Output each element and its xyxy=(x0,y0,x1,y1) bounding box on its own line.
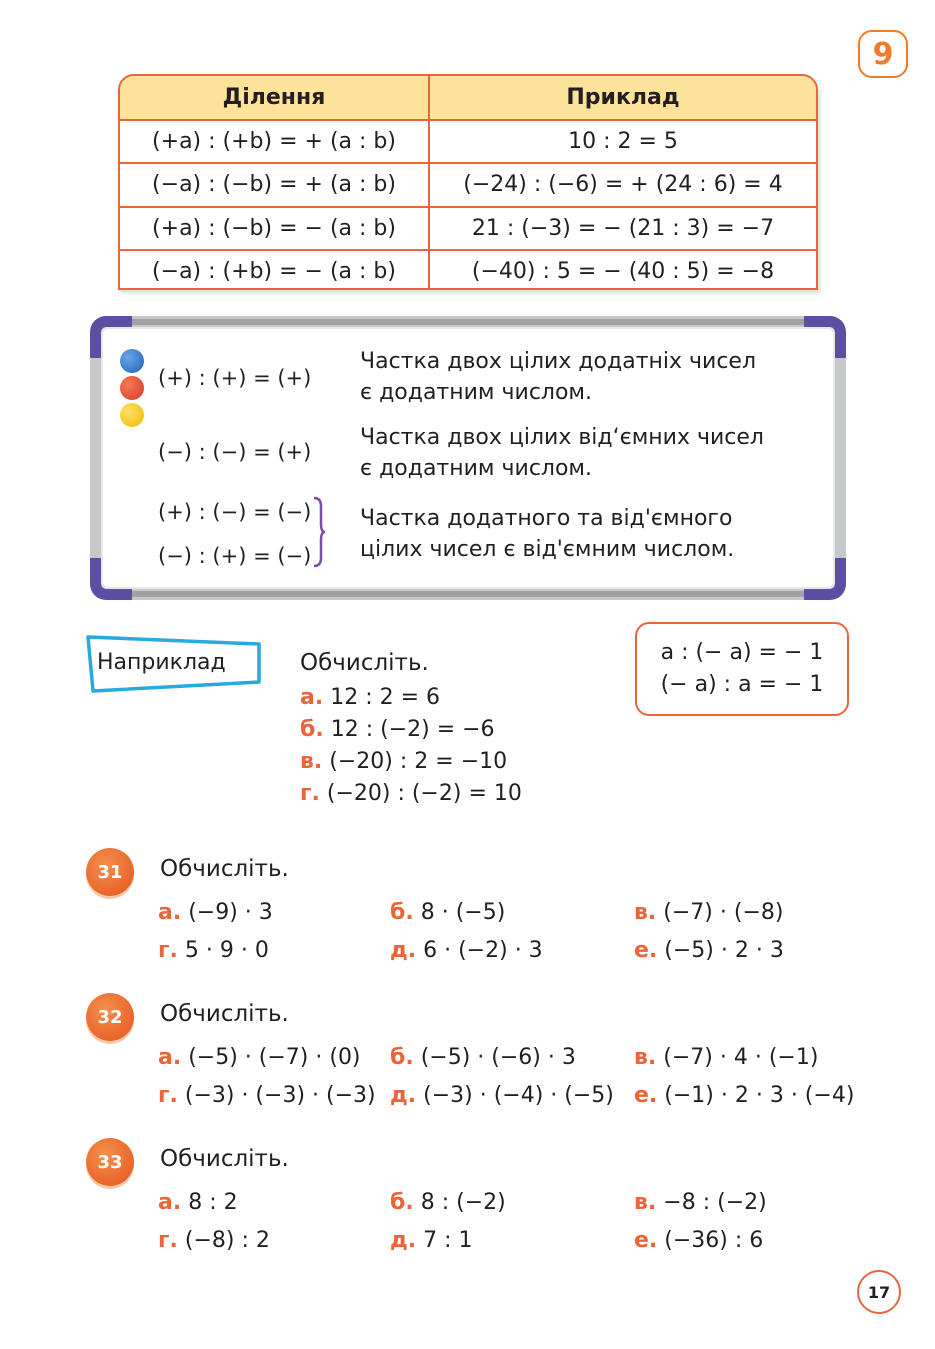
table-row xyxy=(120,162,816,205)
table-row xyxy=(120,119,816,162)
table-cell: 21 : (−3) = − (21 : 3) = −7 xyxy=(471,215,775,241)
example-line xyxy=(300,778,522,810)
exercise-task xyxy=(634,1190,767,1215)
sign-rule-formula: (−) : (+) = (−) xyxy=(158,544,312,568)
table-row xyxy=(120,206,816,249)
division-rules-table xyxy=(118,74,818,290)
item-expression: −8 : (−2) xyxy=(663,1190,767,1215)
sign-rule-text xyxy=(360,346,810,408)
item-label: д. xyxy=(390,1083,417,1108)
red-magnet-icon xyxy=(120,376,144,400)
item-expression: (−5) · (−6) · 3 xyxy=(420,1045,576,1070)
item-expression: (−8) : 2 xyxy=(184,1228,270,1253)
item-label: в. xyxy=(300,749,323,774)
exercise-task xyxy=(634,938,784,963)
table-cell: (−24) : (−6) = + (24 : 6) = 4 xyxy=(463,172,783,198)
example-title: Обчисліть. xyxy=(300,650,429,676)
table-cell: (+a) : (−b) = − (a : b) xyxy=(120,208,430,249)
exercise-number-badge: 32 xyxy=(86,993,134,1041)
item-label: б. xyxy=(300,717,324,742)
exercise-task xyxy=(158,1190,238,1215)
exercise-task xyxy=(158,900,273,925)
table-cell: 10 : 2 = 5 xyxy=(568,129,678,155)
item-label: в. xyxy=(634,1045,657,1070)
sign-rule-formula: (−) : (−) = (+) xyxy=(158,440,312,464)
item-expression: 7 : 1 xyxy=(423,1228,473,1253)
exercise-title: Обчисліть. xyxy=(160,1146,289,1172)
sign-rule-text-line: Частка двох цілих додатніх чисел xyxy=(360,349,757,374)
example-tag xyxy=(85,634,263,694)
item-expression: (−20) : (−2) = 10 xyxy=(326,781,522,806)
curly-brace-icon xyxy=(312,496,326,568)
item-label: а. xyxy=(158,1045,182,1070)
exercise-task xyxy=(390,1190,506,1215)
item-label: д. xyxy=(390,938,417,963)
exercise-number-badge: 31 xyxy=(86,848,134,896)
page-number: 17 xyxy=(857,1270,901,1314)
identity-line: (− a) : a = − 1 xyxy=(660,672,824,697)
item-label: а. xyxy=(158,900,182,925)
item-label: б. xyxy=(390,1045,414,1070)
exercise-task xyxy=(634,1045,818,1070)
exercise-task xyxy=(390,1228,473,1253)
exercise-task xyxy=(158,938,269,963)
exercise-task xyxy=(634,900,783,925)
exercise-task xyxy=(390,1083,614,1108)
blue-magnet-icon xyxy=(120,349,144,373)
identity-box xyxy=(635,622,849,716)
item-label: е. xyxy=(634,938,658,963)
exercise-task xyxy=(158,1228,270,1253)
item-expression: 6 · (−2) · 3 xyxy=(423,938,543,963)
item-expression: (−7) · (−8) xyxy=(663,900,784,925)
item-expression: 8 : 2 xyxy=(188,1190,238,1215)
exercise-task xyxy=(390,938,543,963)
item-label: г. xyxy=(300,781,320,806)
item-label: г. xyxy=(158,1083,178,1108)
sign-rule-text-line: є додатним числом. xyxy=(360,456,593,481)
exercise-task xyxy=(390,1045,576,1070)
sign-rule-text xyxy=(360,422,810,484)
item-expression: (−20) : 2 = −10 xyxy=(329,749,508,774)
item-label: а. xyxy=(158,1190,182,1215)
exercise-task xyxy=(634,1083,854,1108)
item-expression: (−3) · (−4) · (−5) xyxy=(423,1083,614,1108)
exercise-task xyxy=(634,1228,763,1253)
item-expression: 12 : 2 = 6 xyxy=(330,685,441,710)
exercise-number-badge: 33 xyxy=(86,1138,134,1186)
example-block xyxy=(300,650,522,810)
exercise-title: Обчисліть. xyxy=(160,856,289,882)
whiteboard-corner xyxy=(804,558,846,600)
table-cell: (−40) : 5 = − (40 : 5) = −8 xyxy=(471,258,775,284)
sign-rule-text-line: Частка додатного та від'ємного xyxy=(360,506,733,531)
item-label: в. xyxy=(634,1190,657,1215)
example-line xyxy=(300,746,522,778)
table-cell: (+a) : (+b) = + (a : b) xyxy=(120,121,430,162)
item-label: д. xyxy=(390,1228,417,1253)
item-expression: 5 · 9 · 0 xyxy=(184,938,269,963)
item-expression: 8 · (−5) xyxy=(420,900,506,925)
sign-rule-text-line: Частка двох цілих від‘ємних чисел xyxy=(360,425,764,450)
table-cell: (−a) : (−b) = + (a : b) xyxy=(120,164,430,205)
table-cell: (−a) : (+b) = − (a : b) xyxy=(120,251,430,290)
sign-rule-formula: (+) : (−) = (−) xyxy=(158,500,312,524)
item-expression: (−1) · 2 · 3 · (−4) xyxy=(664,1083,855,1108)
identity-line: a : (− a) = − 1 xyxy=(660,640,824,665)
item-label: б. xyxy=(390,1190,414,1215)
sign-rule-formula: (+) : (+) = (+) xyxy=(158,366,312,390)
sign-rule-text-line: цілих чисел є від'ємним числом. xyxy=(360,537,735,562)
item-expression: (−7) · 4 · (−1) xyxy=(663,1045,819,1070)
yellow-magnet-icon xyxy=(120,403,144,427)
item-expression: (−5) · 2 · 3 xyxy=(664,938,784,963)
sign-rule-text-line: є додатним числом. xyxy=(360,380,593,405)
sign-rule-text xyxy=(360,503,810,565)
item-label: е. xyxy=(634,1228,658,1253)
example-line xyxy=(300,682,522,714)
table-header-row xyxy=(120,76,816,119)
exercise-title: Обчисліть. xyxy=(160,1001,289,1027)
item-label: а. xyxy=(300,685,324,710)
table-header-cell: Приклад xyxy=(566,85,680,111)
item-expression: (−3) · (−3) · (−3) xyxy=(184,1083,376,1108)
item-label: в. xyxy=(634,900,657,925)
item-expression: (−5) · (−7) · (0) xyxy=(188,1045,361,1070)
item-label: б. xyxy=(390,900,414,925)
table-row xyxy=(120,249,816,290)
exercise-task xyxy=(158,1083,376,1108)
whiteboard-corner xyxy=(804,316,846,358)
exercise-task xyxy=(390,900,505,925)
item-label: г. xyxy=(158,938,178,963)
whiteboard-bottom-rail xyxy=(130,591,806,597)
whiteboard-corner xyxy=(90,558,132,600)
section-number-badge: 9 xyxy=(858,30,908,78)
item-expression: 12 : (−2) = −6 xyxy=(330,717,495,742)
item-expression: (−9) · 3 xyxy=(188,900,273,925)
item-expression: (−36) : 6 xyxy=(664,1228,764,1253)
exercise-task xyxy=(158,1045,361,1070)
rules-whiteboard xyxy=(90,316,846,600)
item-label: е. xyxy=(634,1083,658,1108)
item-label: г. xyxy=(158,1228,178,1253)
whiteboard-top-rail xyxy=(130,319,806,325)
example-line xyxy=(300,714,522,746)
item-expression: 8 : (−2) xyxy=(420,1190,506,1215)
table-header-cell: Ділення xyxy=(120,76,430,119)
example-tag-label: Наприклад xyxy=(97,650,226,675)
